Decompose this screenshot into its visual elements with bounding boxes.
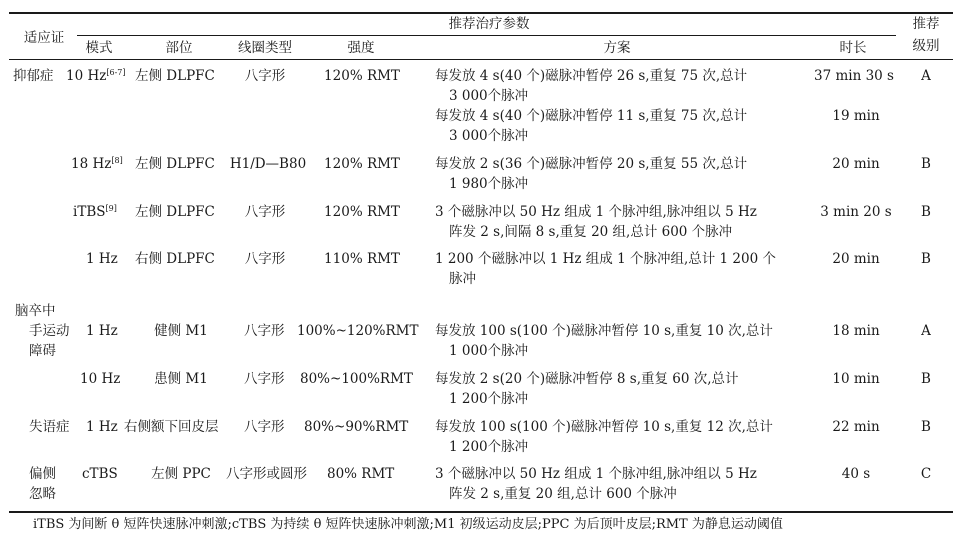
row3-coil: 八字形 [244, 204, 286, 220]
header-bottom-rule [9, 59, 953, 60]
table-footnote: iTBS 为间断 θ 短阵快速脉冲刺激;cTBS 为持续 θ 短阵快速脉冲刺激;M1 初级运动皮层;PPC 为后顶叶皮层;RMT 为静息运动阈值 [33, 517, 783, 532]
header-duration: 时长 [839, 40, 867, 56]
row6-site: 患侧 M1 [154, 371, 208, 387]
row4-coil: 八字形 [244, 251, 286, 267]
row5-protocol-line1: 每发放 100 s(100 个)磁脉冲暂停 10 s,重复 10 次,总计 [435, 323, 773, 339]
row8-mode: cTBS [82, 466, 118, 482]
header-level-line1: 推荐 [912, 16, 940, 32]
table-bottom-rule [9, 511, 953, 513]
indication-stroke-line1: 脑卒中 [15, 303, 56, 319]
row3-level: B [921, 204, 931, 220]
row6-protocol-line1: 每发放 2 s(20 个)磁脉冲暂停 8 s,重复 60 次,总计 [435, 371, 739, 387]
row5-duration: 18 min [832, 323, 880, 339]
row0-intensity: 120% RMT [324, 68, 400, 84]
row3-protocol-line1: 3 个磁脉冲以 50 Hz 组成 1 个脉冲组,脉冲组以 5 Hz [435, 204, 757, 220]
row6-mode: 10 Hz [80, 371, 121, 387]
row0-level: A [921, 68, 931, 84]
row8-site: 左侧 PPC [151, 466, 211, 482]
row8-level: C [920, 466, 932, 482]
row8-coil: 八字形或圆形 [226, 466, 307, 482]
row0-site: 左侧 DLPFC [135, 68, 215, 84]
row8-intensity: 80% RMT [327, 466, 395, 482]
row5-level: A [921, 323, 931, 339]
row4-protocol-line2: 脉冲 [449, 271, 476, 287]
row0-duration: 37 min 30 s [814, 68, 894, 84]
row2-mode: 18 Hz[8] [71, 156, 123, 172]
header-params-group: 推荐治疗参数 [448, 16, 530, 32]
header-protocol: 方案 [603, 40, 631, 56]
row0-mode: 10 Hz[6-7] [66, 68, 126, 84]
row7-mode: 1 Hz [86, 419, 118, 435]
row7-duration: 22 min [832, 419, 880, 435]
indication-depression: 抑郁症 [13, 68, 54, 84]
row4-intensity: 110% RMT [324, 251, 400, 267]
row1-protocol-line1: 每发放 4 s(40 个)磁脉冲暂停 11 s,重复 75 次,总计 [435, 108, 748, 124]
row3-mode: iTBS[9] [73, 204, 117, 220]
row3-site: 左侧 DLPFC [135, 204, 215, 220]
header-mode: 模式 [85, 40, 113, 56]
row6-coil: 八字形 [244, 371, 285, 387]
row5-coil: 八字形 [244, 323, 285, 339]
row3-duration: 3 min 20 s [820, 204, 892, 220]
row8-duration: 40 s [841, 466, 871, 482]
row2-site: 左侧 DLPFC [135, 156, 215, 172]
row6-level: B [921, 371, 931, 387]
row8-protocol-line2: 阵发 2 s,重复 20 组,总计 600 个脉冲 [449, 486, 677, 502]
header-indication: 适应证 [23, 30, 65, 46]
row4-protocol-line1: 1 200 个磁脉冲以 1 Hz 组成 1 个脉冲组,总计 1 200 个 [435, 251, 776, 267]
row2-protocol-line1: 每发放 2 s(36 个)磁脉冲暂停 20 s,重复 55 次,总计 [435, 156, 748, 172]
row5-site: 健侧 M1 [154, 323, 208, 339]
header-intensity: 强度 [347, 40, 375, 56]
row4-mode: 1 Hz [86, 251, 118, 267]
row6-protocol-line2: 1 200个脉冲 [449, 391, 529, 407]
row1-duration: 19 min [832, 108, 880, 124]
header-coil: 线圈类型 [238, 40, 292, 56]
indication-neglect-line2: 忽略 [29, 486, 56, 502]
row2-coil: H1/D—B80 [229, 156, 307, 172]
header-group-rule [77, 35, 896, 36]
row2-protocol-line2: 1 980个脉冲 [449, 176, 529, 192]
header-site: 部位 [165, 40, 193, 56]
row7-protocol-line1: 每发放 100 s(100 个)磁脉冲暂停 10 s,重复 12 次,总计 [435, 419, 773, 435]
indication-stroke-line2: 手运动 [29, 323, 70, 339]
row0-protocol-line1: 每发放 4 s(40 个)磁脉冲暂停 26 s,重复 75 次,总计 [435, 68, 748, 84]
indication-neglect-line1: 偏侧 [29, 466, 56, 482]
row7-site: 右侧额下回皮层 [124, 419, 219, 435]
row7-intensity: 80%~90%RMT [304, 419, 409, 435]
row6-intensity: 80%~100%RMT [300, 371, 413, 387]
row8-protocol-line1: 3 个磁脉冲以 50 Hz 组成 1 个脉冲组,脉冲组以 5 Hz [435, 466, 757, 482]
table-top-rule [9, 12, 953, 14]
row5-intensity: 100%~120%RMT [297, 323, 419, 339]
row2-intensity: 120% RMT [324, 156, 400, 172]
row2-duration: 20 min [832, 156, 880, 172]
row0-coil: 八字形 [244, 68, 286, 84]
row4-level: B [921, 251, 931, 267]
indication-stroke-line3: 障碍 [29, 343, 56, 359]
row4-site: 右侧 DLPFC [135, 251, 215, 267]
row5-mode: 1 Hz [86, 323, 118, 339]
row3-protocol-line2: 阵发 2 s,间隔 8 s,重复 20 组,总计 600 个脉冲 [449, 224, 733, 240]
row1-protocol-line2: 3 000个脉冲 [449, 128, 529, 144]
indication-aphasia: 失语症 [29, 419, 70, 435]
row4-duration: 20 min [832, 251, 880, 267]
row7-protocol-line2: 1 200个脉冲 [449, 439, 529, 455]
row7-level: B [921, 419, 931, 435]
header-level-line2: 级别 [912, 38, 940, 54]
row7-coil: 八字形 [244, 419, 285, 435]
row0-protocol-line2: 3 000个脉冲 [449, 88, 529, 104]
row2-level: B [921, 156, 931, 172]
row5-protocol-line2: 1 000个脉冲 [449, 343, 529, 359]
row6-duration: 10 min [832, 371, 880, 387]
row3-intensity: 120% RMT [324, 204, 400, 220]
